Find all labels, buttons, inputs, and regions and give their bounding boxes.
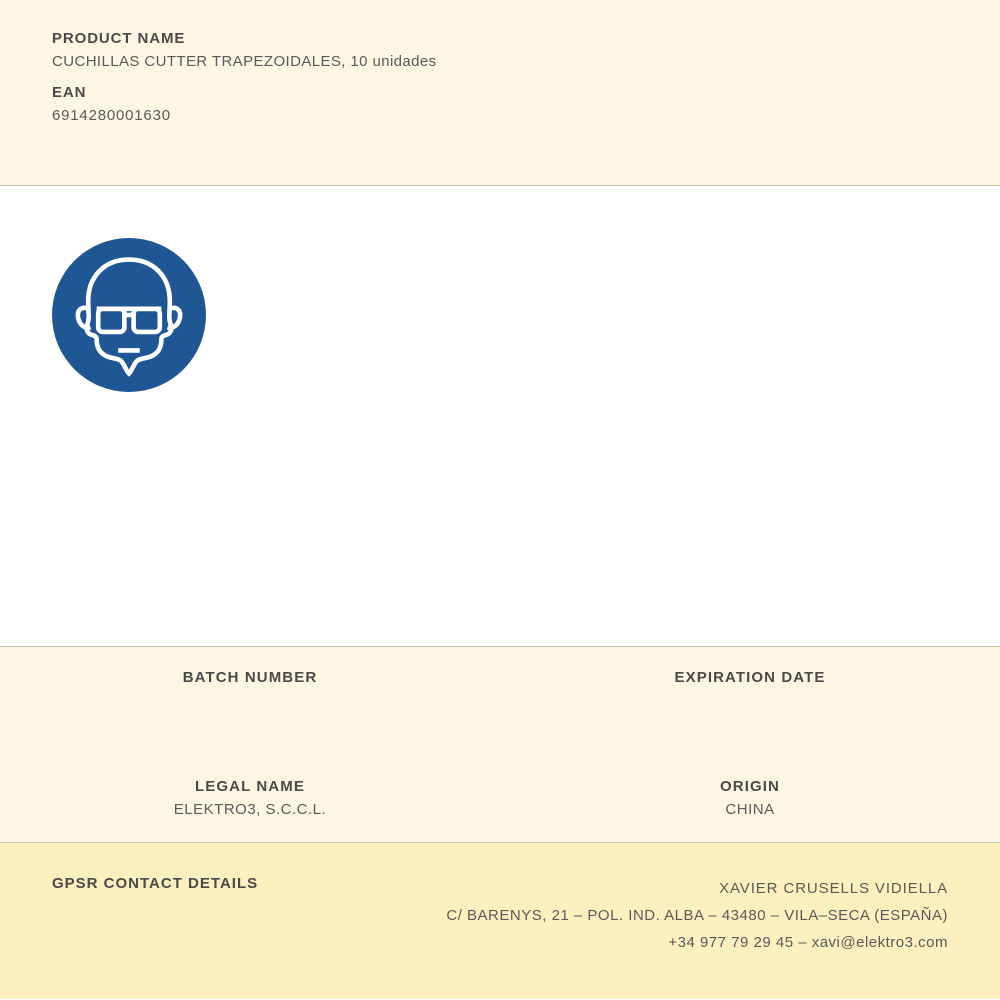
gpsr-contact-section: [0, 843, 1000, 999]
batch-row: [0, 669, 1000, 710]
gpsr-contact-address: C/ BARENYS, 21 – POL. IND. ALBA – 43480 – VILA–SECA (ESPAÑA): [446, 907, 948, 924]
origin-value: CHINA: [725, 801, 775, 818]
batch-number-cell: [0, 669, 500, 710]
gpsr-contact-title: GPSR CONTACT DETAILS: [52, 875, 259, 892]
legal-row: [0, 778, 1000, 819]
ean-label: EAN: [52, 84, 87, 101]
product-details-section: [0, 0, 1000, 186]
expiration-date-label: EXPIRATION DATE: [674, 669, 826, 686]
batch-number-label: BATCH NUMBER: [182, 669, 318, 686]
row-spacer: [0, 710, 1000, 778]
origin-cell: [500, 778, 1000, 819]
pictogram-section: [0, 186, 1000, 647]
legal-name-value: ELEKTRO3, S.C.C.L.: [173, 801, 327, 818]
ean-value: 6914280001630: [52, 107, 171, 124]
origin-label: ORIGIN: [720, 778, 780, 795]
wear-eye-protection-icon: [52, 238, 206, 392]
batch-number-value: [0, 692, 500, 710]
gpsr-contact-phone-email: +34 977 79 29 45 – xavi@elektro3.com: [668, 934, 948, 951]
gpsr-contact-name: XAVIER CRUSELLS VIDIELLA: [719, 880, 948, 897]
legal-name-label: LEGAL NAME: [195, 778, 305, 795]
expiration-date-cell: [500, 669, 1000, 710]
legal-name-cell: [0, 778, 500, 819]
expiration-date-value: [500, 692, 1000, 710]
product-name-label: PRODUCT NAME: [52, 30, 186, 47]
batch-legal-section: [0, 647, 1000, 843]
product-name-value: CUCHILLAS CUTTER TRAPEZOIDALES, 10 unidades: [52, 53, 437, 70]
